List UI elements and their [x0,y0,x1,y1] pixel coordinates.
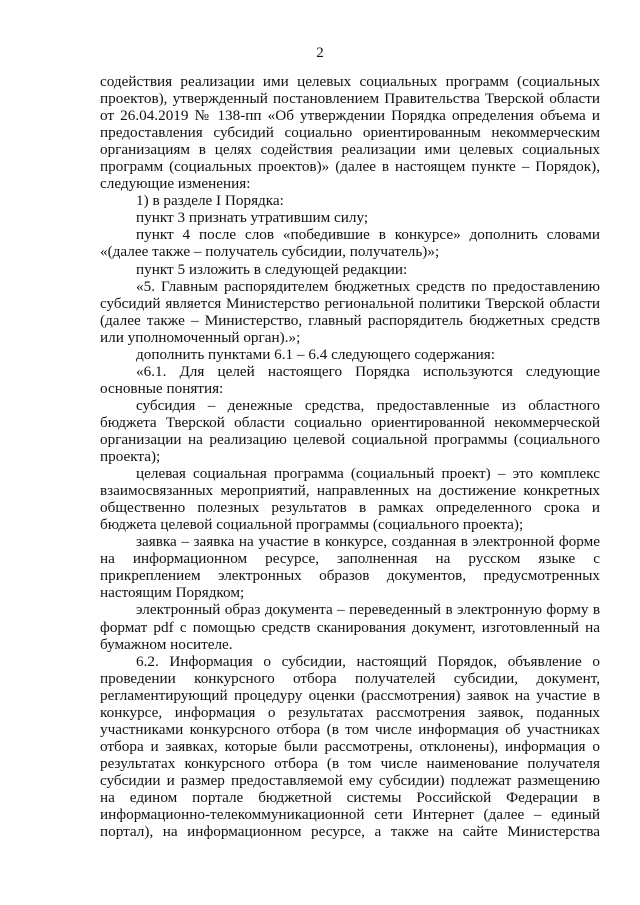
paragraph-6-2: 6.2. Информация о субсидии, настоящий Порядок, объявление о проведении конкурсного отбора получателей субсидии, документ, регламентирующий процедуру оценки (рассмотрения) заявок на участие в конкурсе, информация о результатах рассмотрения заявок, поданных участниками конкурсного отбора (в том числе информация об участниках отбора и заявках, которые были рассмотрены, отклонены), информация о результатах конкурсного отбора (в том числе наименование получателя субсидии и размер предоставляемой ему субсидии) подлежат размещению на едином портале бюджетной системы Российской Федерации в информационно-телекоммуникационной сети Интернет (далее – единый портал), на информационном ресурсе, а также на сайте Министерства [100,652,600,841]
paragraph-6-1: «6.1. Для целей настоящего Порядка используются следующие основные понятия: [100,362,600,397]
document-body [100,73,600,840]
paragraph-item-5-text: «5. Главным распорядителем бюджетных средств по предоставлению субсидий является Министерство региональной политики Тверской области (далее также – Министерство, главный распорядитель бюджетных средств или уполномоченный орган).»; [100,277,600,346]
paragraph-item-5-intro: пункт 5 изложить в следующей редакции: [136,260,408,278]
paragraph-definition-subsidy: субсидия – денежные средства, предоставленные из областного бюджета Тверской области социально ориентированной некоммерческой организации на реализацию целевой социальной программы (социального проекта); [100,396,600,466]
paragraph-definition-application: заявка – заявка на участие в конкурсе, созданная в электронной форме на информационном ресурсе, заполненная на русском языке с прикреплением электронных образов документов, предусмотренных настоящим Порядком; [100,533,600,602]
paragraph-definition-electronic-image: электронный образ документа – переведенный в электронную форму в формат pdf с помощью средств сканирования документ, изготовленный на бумажном носителе. [100,601,600,653]
paragraph-item-3: пункт 3 признать утратившим силу; [136,209,369,227]
paragraph-definition-program: целевая социальная программа (социальный проект) – это комплекс взаимосвязанных мероприятий, направленных на достижение конкретных общественно полезных результатов в рамках определенного срока и бюджета целевой социальной программы (социального проекта); [100,465,600,534]
paragraph-section-1: 1) в разделе I Порядка: [136,192,284,210]
paragraph-add-items: дополнить пунктами 6.1 – 6.4 следующего содержания: [136,345,495,363]
paragraph-item-4: пункт 4 после слов «победившие в конкурсе» дополнить словами «(далее также – получатель субсидии, получатель)»; [100,226,600,261]
paragraph-continuation: содействия реализации ими целевых социальных программ (социальных проектов), утвержденный постановлением Правительства Тверской области от 26.04.2019 № 138-пп «Об утверждении Порядка определения объема и предоставления субсидий социально ориентированным некоммерческим организациям в целях содействия реализации ими целевых социальных программ (социальных проектов)» (далее в настоящем пункте – Порядок), следующие изменения: [100,73,600,193]
page-number: 2 [316,45,324,61]
